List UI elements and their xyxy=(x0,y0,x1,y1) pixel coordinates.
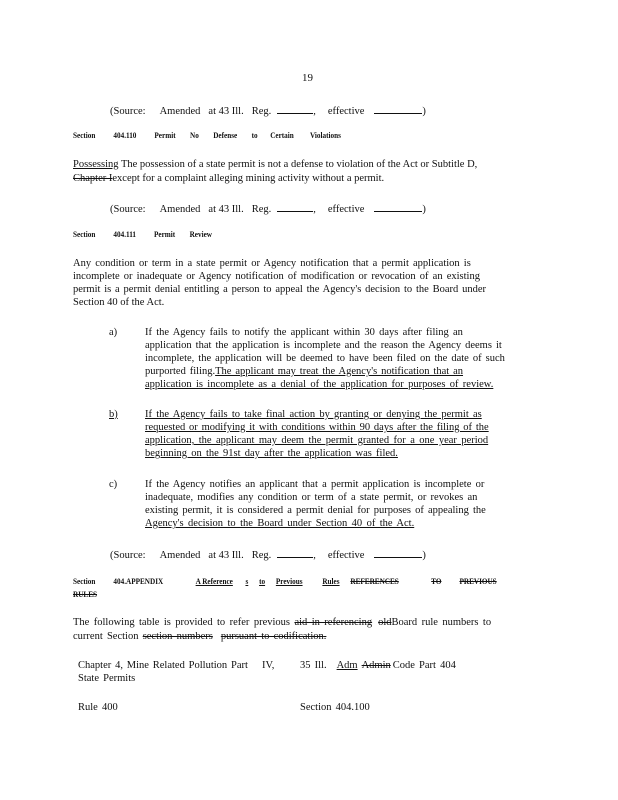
paragraph-404-111-line: Any condition or term in a state permit or Agency notification that a permit application is xyxy=(73,258,471,269)
table-cell-chapter: Chapter 4, Mine Related Pollution Part xyxy=(78,660,248,671)
heading-section-number: 404.APPENDIX xyxy=(113,577,164,586)
paragraph-404-110-line-1 xyxy=(73,158,477,171)
inserted-text: s xyxy=(245,577,249,586)
source-reg: Reg. xyxy=(251,106,272,117)
table-row xyxy=(78,659,248,672)
paragraph-404-111-line: permit is a permit denial entitling a person to appeal the Agency's decision to the Board under xyxy=(73,284,486,295)
inserted-text: Rules xyxy=(322,577,340,586)
item-b-line: application, the applicant may deem the permit granted for a one year period xyxy=(145,435,489,446)
deleted-text: Chapter I xyxy=(73,173,113,184)
item-c-line: existing permit, it is considered a permit denial for purposes of appealing the xyxy=(145,505,486,516)
effective-blank xyxy=(374,547,422,558)
heading-word: No xyxy=(190,131,199,140)
paragraph-404-111-line: Section 40 of the Act. xyxy=(73,297,165,308)
heading-section-word: Section xyxy=(73,577,96,586)
heading-section-word: Section xyxy=(73,131,96,140)
source-comma: , xyxy=(313,106,316,117)
source-at: at 43 Ill. xyxy=(208,204,244,215)
item-b-line: beginning on the 91st day after the application was filed. xyxy=(145,448,398,459)
heading-word: Certain xyxy=(270,131,294,140)
reg-blank xyxy=(277,201,313,212)
heading-word: Violations xyxy=(309,131,341,140)
section-404-110-heading xyxy=(73,131,341,140)
inserted-text: Agency's decision to the Board under Section 40 of the Act. xyxy=(145,518,415,529)
source-amended: Amended xyxy=(159,106,201,117)
table-cell-section: Section 404.100 xyxy=(300,702,370,713)
deleted-text: Admin xyxy=(361,660,391,671)
inserted-text: application is incomplete as a denial of the application for purposes of review. xyxy=(145,379,494,390)
source-note-3 xyxy=(110,547,426,562)
paragraph-404-111-line: incomplete or inadequate or Agency notification of modification or revocation of an existing xyxy=(73,271,480,282)
table-cell-part: IV, xyxy=(262,660,275,671)
table-cell-rule: Rule 400 xyxy=(78,702,118,713)
item-c-line xyxy=(145,517,414,530)
paragraph-text: current Section xyxy=(73,631,143,642)
source-reg: Reg. xyxy=(251,204,272,215)
source-comma: , xyxy=(313,550,316,561)
deleted-text: PREVIOUS xyxy=(459,577,497,586)
item-c-line: inadequate, modifies any condition or term of a state permit, or revokes an xyxy=(145,492,478,503)
table-row-continued: State Permits xyxy=(78,673,136,684)
heading-section-number: 404.111 xyxy=(113,230,137,239)
appendix-heading xyxy=(73,577,497,586)
source-effective: effective xyxy=(327,106,365,117)
source-effective: effective xyxy=(327,204,365,215)
source-prefix: (Source: xyxy=(110,106,146,117)
heading-word: Review xyxy=(189,230,213,239)
source-amended: Amended xyxy=(159,204,201,215)
appendix-paragraph-line-1 xyxy=(73,616,491,629)
heading-word: Permit xyxy=(154,230,176,239)
deleted-text: TO xyxy=(431,577,442,586)
deleted-text: . xyxy=(323,631,327,642)
source-comma: , xyxy=(313,204,316,215)
source-close: ) xyxy=(422,550,426,561)
table-cell-code-part: Code Part 404 xyxy=(392,660,456,671)
inserted-text: to xyxy=(259,577,266,586)
item-c-label: c) xyxy=(109,479,118,490)
item-a-line: incomplete, the application will be deemed to have been filed on the date of such xyxy=(145,353,505,364)
deleted-text: REFERENCES xyxy=(350,577,399,586)
deleted-text: pursuant to codification xyxy=(220,631,324,642)
heading-section-number: 404.110 xyxy=(113,131,137,140)
inserted-text: Possessing xyxy=(73,159,119,170)
paragraph-text: The following table is provided to refer previous xyxy=(73,617,295,628)
deleted-text: aid in referencing xyxy=(294,617,373,628)
item-a-line: If the Agency fails to notify the applicant within 30 days after filing an xyxy=(145,327,463,338)
deleted-text: section numbers xyxy=(142,631,213,642)
paragraph-text: Board rule numbers to xyxy=(391,617,492,628)
item-b-line: If the Agency fails to take final action by granting or denying the permit as xyxy=(145,409,482,420)
inserted-text: Previous xyxy=(275,577,303,586)
source-close: ) xyxy=(422,106,426,117)
item-a-line xyxy=(145,365,463,378)
item-a-plain-text: purported filing. xyxy=(145,366,216,377)
item-c-line: If the Agency notifies an applicant that a permit application is incomplete or xyxy=(145,479,485,490)
effective-blank xyxy=(374,103,422,114)
item-a-label: a) xyxy=(109,327,118,338)
appendix-heading-continued xyxy=(73,590,97,599)
source-close: ) xyxy=(422,204,426,215)
item-b-label: b) xyxy=(109,409,118,420)
inserted-text: The applicant may treat the Agency's notification that an xyxy=(215,366,464,377)
reg-blank xyxy=(277,547,313,558)
source-amended: Amended xyxy=(159,550,201,561)
source-at: at 43 Ill. xyxy=(208,106,244,117)
source-note-2 xyxy=(110,201,426,216)
source-at: at 43 Ill. xyxy=(208,550,244,561)
deleted-text: RULES xyxy=(73,590,98,599)
heading-word: Defense xyxy=(213,131,238,140)
paragraph-404-110-line-2 xyxy=(73,172,384,185)
inserted-text: Adm xyxy=(336,660,358,671)
table-cell-title: 35 Ill. xyxy=(300,660,327,671)
source-reg: Reg. xyxy=(251,550,272,561)
source-prefix: (Source: xyxy=(110,550,146,561)
section-404-111-heading xyxy=(73,230,212,239)
item-a-line xyxy=(145,378,493,391)
item-a-line: application that the application is incomplete and the reason the Agency deems it xyxy=(145,340,502,351)
effective-blank xyxy=(374,201,422,212)
reg-blank xyxy=(277,103,313,114)
table-cell-code xyxy=(300,659,456,672)
source-note-1 xyxy=(110,103,426,118)
page-number: 19 xyxy=(302,72,313,84)
heading-word: to xyxy=(251,131,258,140)
heading-section-word: Section xyxy=(73,230,96,239)
deleted-text: old xyxy=(378,617,392,628)
paragraph-text: The possession of a state permit is not a defense to violation of the Act or Subtitle D, xyxy=(118,159,478,170)
paragraph-text: except for a complaint alleging mining activity without a permit. xyxy=(112,173,385,184)
heading-word: Permit xyxy=(154,131,176,140)
source-prefix: (Source: xyxy=(110,204,146,215)
item-b-line: requested or modifying it with conditions within 90 days after the filing of the xyxy=(145,422,489,433)
source-effective: effective xyxy=(327,550,365,561)
appendix-paragraph-line-2 xyxy=(73,630,326,643)
inserted-text: A Reference xyxy=(195,577,233,586)
